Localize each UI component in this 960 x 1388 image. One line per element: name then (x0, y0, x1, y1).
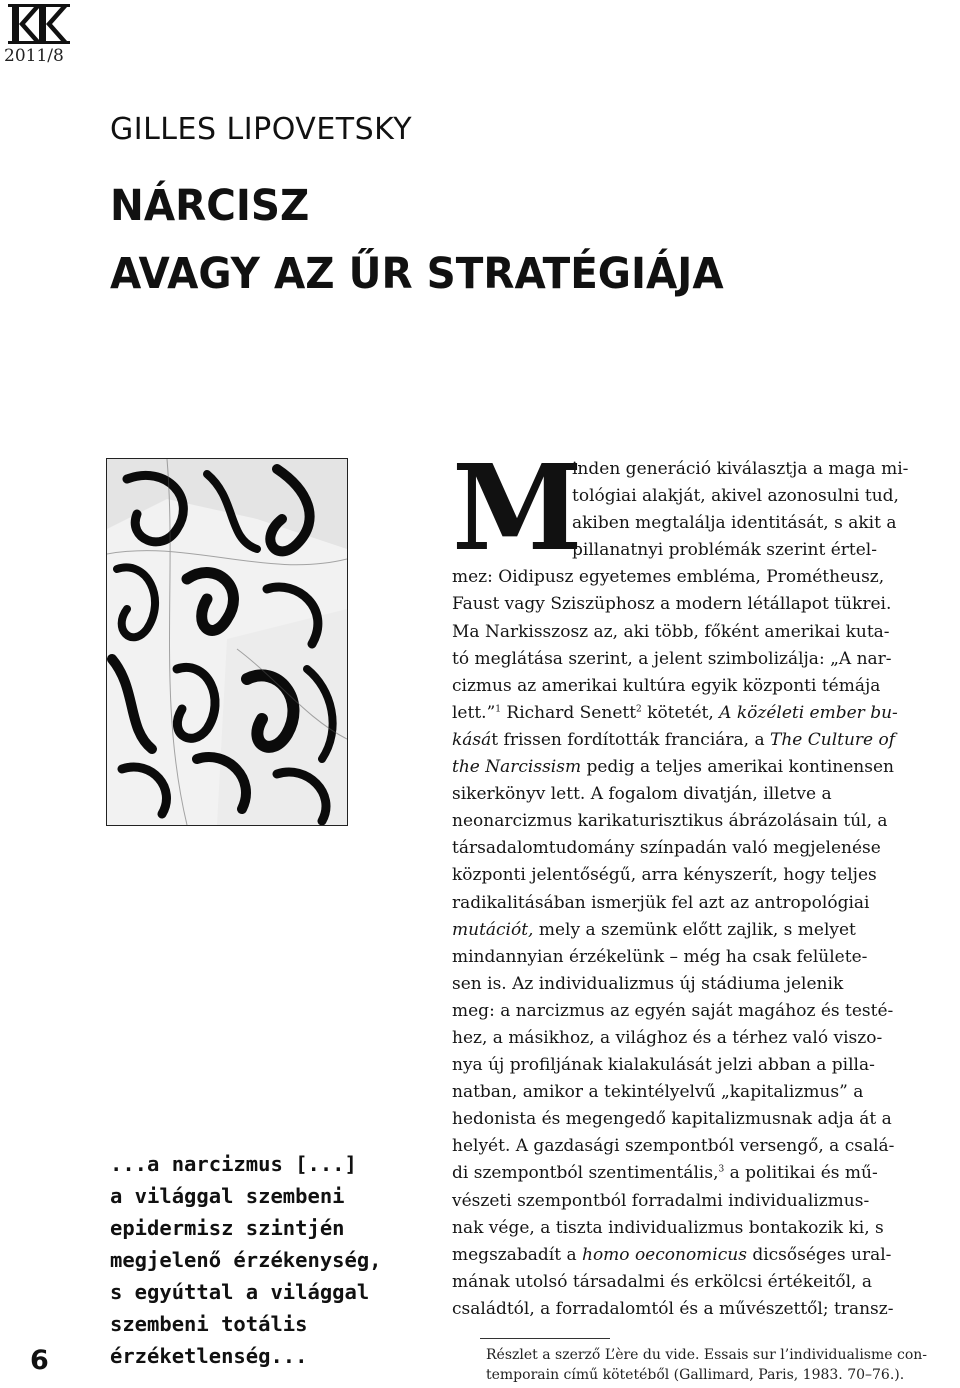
body-text-span: t frissen fordították franciára, a (491, 729, 770, 750)
book-title: kásá (452, 729, 492, 750)
body-line: sen is. Az individualizmus új stádiuma jelenik (452, 973, 844, 994)
body-text-span: di szempontból szentimentális, (452, 1163, 719, 1184)
body-line: hez, a másikhoz, a világhoz és a térhez való viszo- (452, 1027, 883, 1048)
body-text-span: mely a szemünk előtt zajlik, s melyet (533, 919, 856, 940)
drop-cap: M (452, 438, 583, 577)
body-line: hedonista és megengedő kapitalizmusnak adja át a (452, 1109, 892, 1130)
body-line: inden generáció kiválasztja a maga mi- (572, 459, 909, 479)
issue-number: 2011/8 (4, 46, 64, 66)
body-line: nak vége, a tiszta individualizmus bontakozik ki, s (452, 1217, 884, 1238)
book-title: The Culture of (770, 729, 896, 750)
body-line: tológiai alakját, akivel azonosulni tud, (572, 486, 899, 507)
body-text-span: pedig a teljes amerikai kontinensen (581, 757, 894, 778)
emphasis: homo oeconomicus (582, 1244, 747, 1265)
body-text-span: lett.” (452, 702, 496, 723)
body-text (452, 438, 956, 1323)
body-line: natban, amikor a tekintélyelvű „kapitalizmus” a (452, 1082, 864, 1103)
body-line: helyét. A gazdasági szempontból versengő, a csalá- (452, 1136, 895, 1157)
body-line: sikerkönyv lett. A fogalom divatján, illetve a (452, 784, 832, 805)
title-line-2: AVAGY AZ ŰR STRATÉGIÁJA (110, 249, 724, 299)
body-text-span: megszabadít a (452, 1244, 577, 1265)
body-line: Faust vagy Sziszüphosz a modern létállapot tükrei. (452, 594, 892, 615)
body-line (452, 700, 956, 727)
body-line: központi jelentőségű, arra kényszerít, hogy teljes (452, 865, 877, 886)
footnote (486, 1345, 956, 1385)
footnote-ref: 2 (636, 704, 642, 715)
body-line: akiben megtalálja identitását, s akit a (572, 513, 897, 534)
body-line (452, 917, 956, 944)
body-line: neonarcizmus karikaturisztikus ábrázolásain túl, a (452, 811, 888, 832)
article-photo (106, 458, 348, 826)
page-number: 6 (30, 1345, 49, 1376)
footnote-ref: 3 (718, 1164, 725, 1175)
article-title (110, 172, 724, 308)
footnote-line: Részlet a szerző L’ère du vide. Essais sur l’individualisme con- (486, 1347, 928, 1363)
footnote-line: temporain című kötetéből (Gallimard, Paris, 1983. 70–76.). (486, 1367, 905, 1383)
emphasis: mutációt, (452, 919, 534, 940)
body-text-span: kötetét, (641, 702, 720, 723)
body-line: meg: a narcizmus az egyén saját magához és testé- (452, 1000, 894, 1021)
kk-logo-icon (6, 4, 72, 44)
body-line: családtól, a forradalomtól és a művészettől; transz- (452, 1298, 894, 1319)
book-title: the Narcissism (452, 757, 582, 778)
footnote-ref: 1 (495, 704, 501, 715)
body-text-span: Richard Senett (501, 702, 637, 723)
body-line (452, 754, 956, 781)
body-line: nya új profiljának kialakulását jelzi abban a pilla- (452, 1055, 875, 1076)
pull-quote-line: megjelenő érzékenység, (110, 1248, 382, 1272)
body-line: mindannyian érzékelünk – még ha csak felülete- (452, 946, 868, 967)
body-line (452, 727, 956, 754)
author-name: GILLES LIPOVETSKY (110, 112, 413, 147)
title-line-1: NÁRCISZ (110, 181, 310, 231)
pull-quote (110, 1148, 400, 1372)
body-line: Ma Narkisszosz az, aki több, főként amerikai kuta- (452, 621, 890, 642)
pull-quote-line: szembeni totális (110, 1312, 308, 1336)
journal-logo (6, 4, 72, 44)
pull-quote-line: érzéketlenség... (110, 1344, 308, 1368)
body-line: társadalomtudomány színpadán való megjelenése (452, 838, 881, 859)
body-line: vészeti szempontból forradalmi individualizmus- (452, 1190, 870, 1211)
body-text-span: a politikai és mű- (724, 1163, 878, 1184)
footnote-rule (480, 1338, 610, 1339)
body-line: radikalitásában ismerjük fel azt az antropológiai (452, 892, 870, 913)
body-line (452, 1242, 956, 1269)
book-title: A közéleti ember bu- (719, 702, 898, 723)
pull-quote-line: a világgal szembeni (110, 1184, 345, 1208)
body-text-span: dicsőséges ural- (746, 1244, 892, 1265)
body-line: cizmus az amerikai kultúra egyik központi témája (452, 675, 881, 696)
body-line: pillanatnyi problémák szerint értel- (572, 540, 877, 561)
body-line (452, 1160, 956, 1187)
pull-quote-line: epidermisz szintjén (110, 1216, 345, 1240)
body-line: mának utolsó társadalmi és erkölcsi értékeitől, a (452, 1271, 872, 1292)
pull-quote-line: ...a narcizmus [...] (110, 1152, 357, 1176)
pull-quote-line: s egyúttal a világgal (110, 1280, 370, 1304)
body-line: tó meglátása szerint, a jelent szimbolizálja: „A nar- (452, 648, 892, 669)
body-line: mez: Oidipusz egyetemes embléma, Prométheusz, (452, 567, 885, 588)
calligraphy-fabric-image (107, 459, 347, 825)
